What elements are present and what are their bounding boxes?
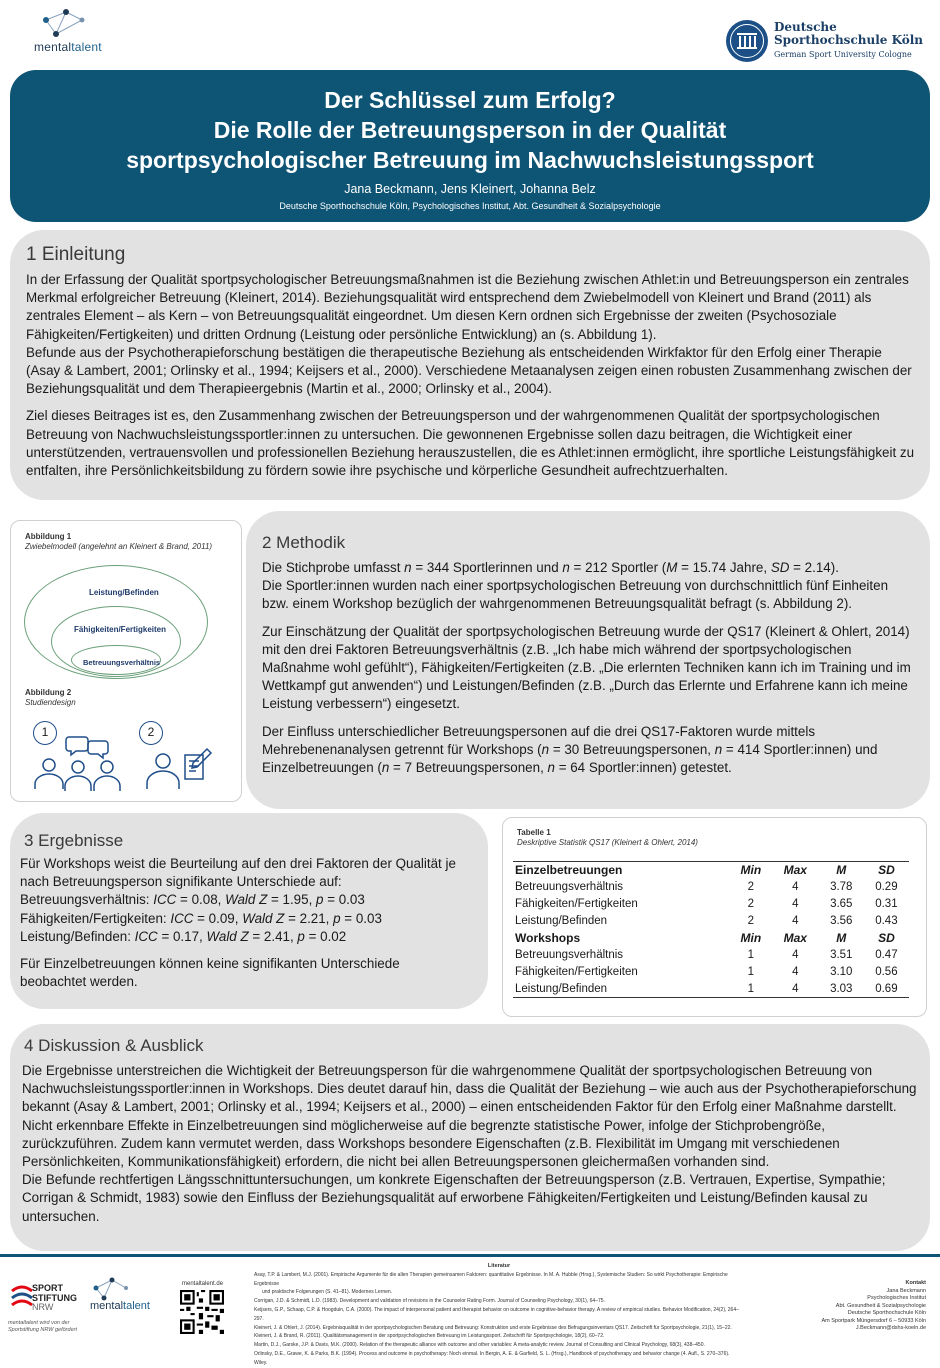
- literature-list: [254, 1262, 744, 1368]
- einleitung-paragraph-2: Befunde aus der Psychotherapieforschung bestätigen die therapeutische Beziehung als entscheidenden Wirkfaktor für den Erfolg einer Therapie (Asay & Lambert, 2001; Orlinsky et al., 1994; Keijsers et al., 2000). Verschiedene Metaanalysen zeigen einen robusten Zusammenhang zwischen der Beziehungsqualität und dem Therapieergebnis (Martin et al., 2000; Orlinsky et al., 2004).: [26, 344, 912, 397]
- contact-block: Kontakt Jana Beckmann Psychologisches Institut Abt. Gesundheit & Sozialpsychologie Deutsche Sporthochschule Köln Am Sportpark Müngersdorf 6 – 50933 Köln J.Beckmann@dshs-koeln.de: [821, 1280, 926, 1331]
- onion-inner-label: Betreuungsverhältnis: [83, 658, 161, 667]
- sportstiftung-logo-text: SPORT STIFTUNG NRW: [32, 1283, 77, 1312]
- network-icon: [90, 1276, 140, 1302]
- dshs-name-line3: German Sport University Cologne: [774, 50, 912, 59]
- mentaltalent-footer-logo: [80, 1276, 170, 1316]
- section-title: 2 Methodik: [262, 533, 346, 552]
- footer-rule: [0, 1254, 940, 1257]
- diskussion-paragraph-2: Die Befunde rechtfertigen Längsschnittuntersuchungen, um konkrete Eigenschaften der Betreuungsperson (z.B. Vertrauen, Expertise, Sympathie; Corrigan & Schmidt, 1983) sowie den Einfluss der Beziehungsqualität auf erworbene Fähigkeiten/Fertigkeiten und Leistung/Befinden kausal zu untersuchen.: [22, 1172, 886, 1224]
- ergebnisse-paragraph-1: Für Workshops weist die Beurteilung auf den drei Faktoren der Qualität je nach Betreuungsperson signifikante Unterschiede auf:: [20, 856, 456, 890]
- einleitung-paragraph-3: Ziel dieses Beitrages ist es, den Zusammenhang zwischen der Betreuungsperson und der wahrgenommenen Qualität der sportpsychologischen Betreuung von Nachwuchsleistungssportler:innen zu untersuchen. Die gewonnenen Ergebnisse sollen dazu beitragen, die Wichtigkeit einer unterstützenden, vertrauensvollen und professionellen Beziehung herauszustellen, die es Athlet:innen ermöglicht, ihre sportliche Leistungsfähigkeit zu entfalten, ihre Persönlichkeitsbildung zu fördern sowie ihre psychische und körperliche Gesundheit aufrechtzuerhalten.: [26, 408, 915, 479]
- affiliation: Deutsche Sporthochschule Köln, Psychologisches Institut, Abt. Gesundheit & Sozialpsychologie: [279, 201, 661, 211]
- section-ergebnisse: [10, 813, 488, 1009]
- methodik-paragraph-1: Die Stichprobe umfasst n = 344 Sportlerinnen und n = 212 Sportler (M = 15.74 Jahre, SD = 2.14).: [262, 560, 839, 575]
- col-m: M: [819, 862, 864, 879]
- section-methodik: [246, 511, 930, 809]
- section-title: 1 Einleitung: [26, 244, 126, 265]
- figures-box: [10, 520, 242, 802]
- methodik-paragraph-3: Zur Einschätzung der Qualität der sportpsychologischen Betreuung wurde der QS17 (Kleinert & Ohlert, 2014) mit den drei Faktoren Betreuungsverhältnis (z.B. „Ich habe mich während der sportpsychologischen Maßnahme wohl gefühlt“), Fähigkeiten/Fertigkeiten (z.B. „Die erlernten Techniken kann ich im Training und im Wettkampf gut anwenden“) und Leistungen/Befinden (z.B. „Durch das Erlernte und Erfahrene kann ich meine Leistung verbessern“) eingesetzt.: [262, 623, 911, 712]
- qr-label: mentaltalent.de: [182, 1281, 224, 1287]
- literature-item: Keijsers, G.P., Schaap, C.P. & Hoogduin, C.A. (2000). The impact of interpersonal patient and therapist behavior on outcome in cognitive-behavior therapy. A review of empirical studies. Behavior Modification, 24(2), 264–297.: [254, 1306, 739, 1322]
- table-row: Betreuungsverhältnis 2 4 3.78 0.29: [515, 881, 898, 893]
- group-label: Workshops: [515, 931, 581, 945]
- title-banner: [10, 70, 930, 222]
- methodik-paragraph-4: Der Einfluss unterschiedlicher Betreuungspersonen auf die drei QS17-Faktoren wurde mittels Mehrebenenanalysen getrennt für Workshops (n = 30 Betreuungspersonen, n = 414 Sportler:innen) und Einzelbetreuungen (n = 7 Betreuungspersonen, n = 64 Sportler:innen) getestet.: [262, 723, 878, 776]
- dshs-name-line2: Sporthochschule Köln: [774, 33, 924, 47]
- table1-box: [502, 817, 927, 1017]
- contact-title: Kontakt: [905, 1280, 926, 1286]
- contact-email[interactable]: J.Beckmann@dshs-koeln.de: [855, 1325, 926, 1331]
- col-sd: SD: [864, 862, 909, 879]
- network-icon: [36, 6, 96, 40]
- section-einleitung: [10, 230, 930, 500]
- literature-item: Corrigan, J.D. & Schmidt, L.D. (1983). Development and validation of revisions in the Counselor Rating Form. Journal of Counseling Psychology, 30(1), 64–75.: [254, 1298, 605, 1305]
- mentaltalent-wordmark: mentaltalent: [34, 40, 102, 54]
- section-title: 4 Diskussion & Ausblick: [24, 1036, 204, 1055]
- table-row: Fähigkeiten/Fertigkeiten 1 4 3.10 0.56: [515, 966, 898, 978]
- col-max: Max: [772, 862, 819, 879]
- literature-item: Martin, D.J., Garske, J.P. & Davis, M.K. (2000). Relation of the therapeutic alliance with outcome and other variables: A meta-analytic review. Journal of Consulting and Clinical Psychology, 68(3), 438–450.: [254, 1342, 705, 1349]
- literature-item: Asay, T.P. & Lambert, M.J. (2001). Empirische Argumente für die allen Therapien gemeinsamen Faktoren: quantitative Ergebnisse. In M. A. Hubble (Hrsg.), Systemische Studien: So wirkt Psychotherapie: Empirische Ergebnisse: [254, 1271, 728, 1287]
- methodik-paragraph-2: Die Sportler:innen wurden nach einer sportpsychologischen Betreuung von durchschnittlich fünf Einheiten bzw. einem Workshop bezüglich der wahrgenommenen Betreuungsqualität befragt (s. Abbildung 2).: [262, 578, 889, 612]
- table-row: Leistung/Befinden 1 4 3.03 0.69: [513, 981, 909, 998]
- mentaltalent-wordmark: mentaltalent: [90, 1300, 150, 1312]
- diskussion-paragraph-1: Die Ergebnisse unterstreichen die Wichtigkeit der Betreuungsperson für die wahrgenommene Qualität der sportpsychologischen Betreuung von Nachwuchsleistungssportler:innen in Workshops. Dies deutet darauf hin, dass die Qualität der Beziehung – wie auch aus der Psychotherapieforschung bekannt (Asay & Lambert, 2001; Orlinsky et al., 1994; Keijsers et al., 2000) – einen entscheidenden Faktor für den Erfolg einer Maßnahme darstellt. Nicht erkennbare Effekte in Einzelbetreuungen sind möglicherweise auf die begrenzte statistische Power, infolge der Stichprobengröße, zurückzuführen. Zudem kann vermutet werden, dass Workshops besondere Eigenschaften (z.B. Flexibilität im Umgang mit verschiedenen Persönlichkeiten, Kommunikationsfähigkeit) erfordern, die nicht bei allen Betreuungspersonen gleichermaßen vorhanden sind.: [22, 1063, 917, 1170]
- literature-title: Literatur: [487, 1263, 511, 1269]
- einleitung-paragraph-1: In der Erfassung der Qualität sportpsychologischer Betreuungsmaßnahmen ist die Beziehung zwischen Athlet:in und Betreuungsperson ein zentrales Merkmal erfolgreicher Betreuung (Kleinert, 2014). Beziehungsqualität wird entsprechend dem Zwiebelmodell von Kleinert und Brand (2011) als zentrales Element – als Kern – von Betreuungsqualität eingeordnet. Um diesen Kern ordnen sich Ergebnisse der zweiten (Psychosoziale Fähigkeiten/Fertigkeiten) und dritten Ordnung (Leistung oder persönliche Entwicklung) an (s. Abbildung 1).: [26, 272, 909, 342]
- ergebnisse-paragraph-2: Für Einzelbetreuungen können keine signifikanten Unterschiede beobachtet werden.: [20, 956, 400, 990]
- poster-title-line2: Die Rolle der Betreuungsperson in der Qualität: [213, 117, 727, 143]
- onion-middle-label: Fähigkeiten/Fertigkeiten: [74, 625, 167, 634]
- result-faehigkeiten: Fähigkeiten/Fertigkeiten: ICC = 0.09, Wald Z = 2.21, p = 0.03: [20, 910, 382, 926]
- table-header-row: [513, 862, 909, 879]
- figure2-caption: Abbildung 2 Studiendesign: [25, 688, 76, 707]
- literature-item: Kleinert, J. & Ohlert, J. (2014). Ergebnisqualität in der sportpsychologischen Beratung und Betreuung: Konstruktion und erste Ergebnisse des Befragungsinventars QS17. Zeitschrift für Sportpsychologie, 21(1), 15–22.: [254, 1324, 732, 1331]
- table-row: Leistung/Befinden 2 4 3.56 0.43: [515, 915, 898, 927]
- funding-note: mentaltalent wird von der Sportstiftung NRW gefördert: [8, 1320, 77, 1333]
- table1-caption: Tabelle 1 Deskriptive Statistik QS17 (Kleinert & Ohlert, 2014): [517, 828, 698, 847]
- result-betreuungsverhaeltnis: Betreuungsverhältnis: ICC = 0.08, Wald Z = 1.95, p = 0.03: [20, 892, 365, 908]
- section-diskussion: [10, 1024, 930, 1251]
- university-seal-icon: [726, 20, 768, 62]
- onion-outer-label: Leistung/Befinden: [89, 588, 159, 597]
- design-step-2: 2: [139, 721, 163, 745]
- section-title: 3 Ergebnisse: [24, 831, 124, 850]
- poster-title-line1: Der Schlüssel zum Erfolg?: [324, 87, 616, 113]
- literature-item: Orlinsky, D.E., Grawe, K. & Parks, B.K. (1994). Process and outcome in psychotherapy: Noch einmal. In Bergin, A. E. & Garfield, S. L. (Hrsg.), Handbook of psychotherapy and behavior change (4. Aufl., S. 270–376). Wiley.: [254, 1350, 730, 1366]
- literature-item: und praktische Folgerungen (S. 41–81). Modernes Lernen.: [262, 1289, 393, 1296]
- literature-item: Kleinert, J. & Brand, R. (2011). Qualitätsmanagement in der sportpsychologischen Betreuung im Leistungssport. Zeitschrift für Sportpsychologie, 18(2), 60–72.: [254, 1333, 605, 1340]
- qr-code-icon[interactable]: [180, 1290, 224, 1334]
- design-step-1: 1: [33, 721, 57, 745]
- mentaltalent-logo: [20, 6, 120, 52]
- result-leistung: Leistung/Befinden: ICC = 0.17, Wald Z = 2.41, p = 0.02: [20, 928, 347, 944]
- col-min: Min: [730, 862, 772, 879]
- authors: Jana Beckmann, Jens Kleinert, Johanna Belz: [344, 182, 596, 196]
- poster-title-line3: sportpsychologischer Betreuung im Nachwuchsleistungssport: [126, 147, 814, 173]
- table-row: Betreuungsverhältnis 1 4 3.51 0.47: [515, 949, 898, 961]
- dshs-name-line1: Deutsche: [774, 20, 837, 34]
- table-subheader-row: Workshops Min Max M SD: [515, 931, 895, 945]
- descriptive-stats-table: [513, 861, 909, 998]
- dshs-logo: [726, 20, 926, 62]
- group-label: Einzelbetreuungen: [513, 862, 730, 879]
- figure1-caption: Abbildung 1 Zwiebelmodell (angelehnt an Kleinert & Brand, 2011): [25, 532, 213, 551]
- individual-session-icon: [141, 743, 221, 801]
- table-row: Fähigkeiten/Fertigkeiten 2 4 3.65 0.31: [515, 898, 898, 910]
- group-workshop-icon: [25, 729, 125, 801]
